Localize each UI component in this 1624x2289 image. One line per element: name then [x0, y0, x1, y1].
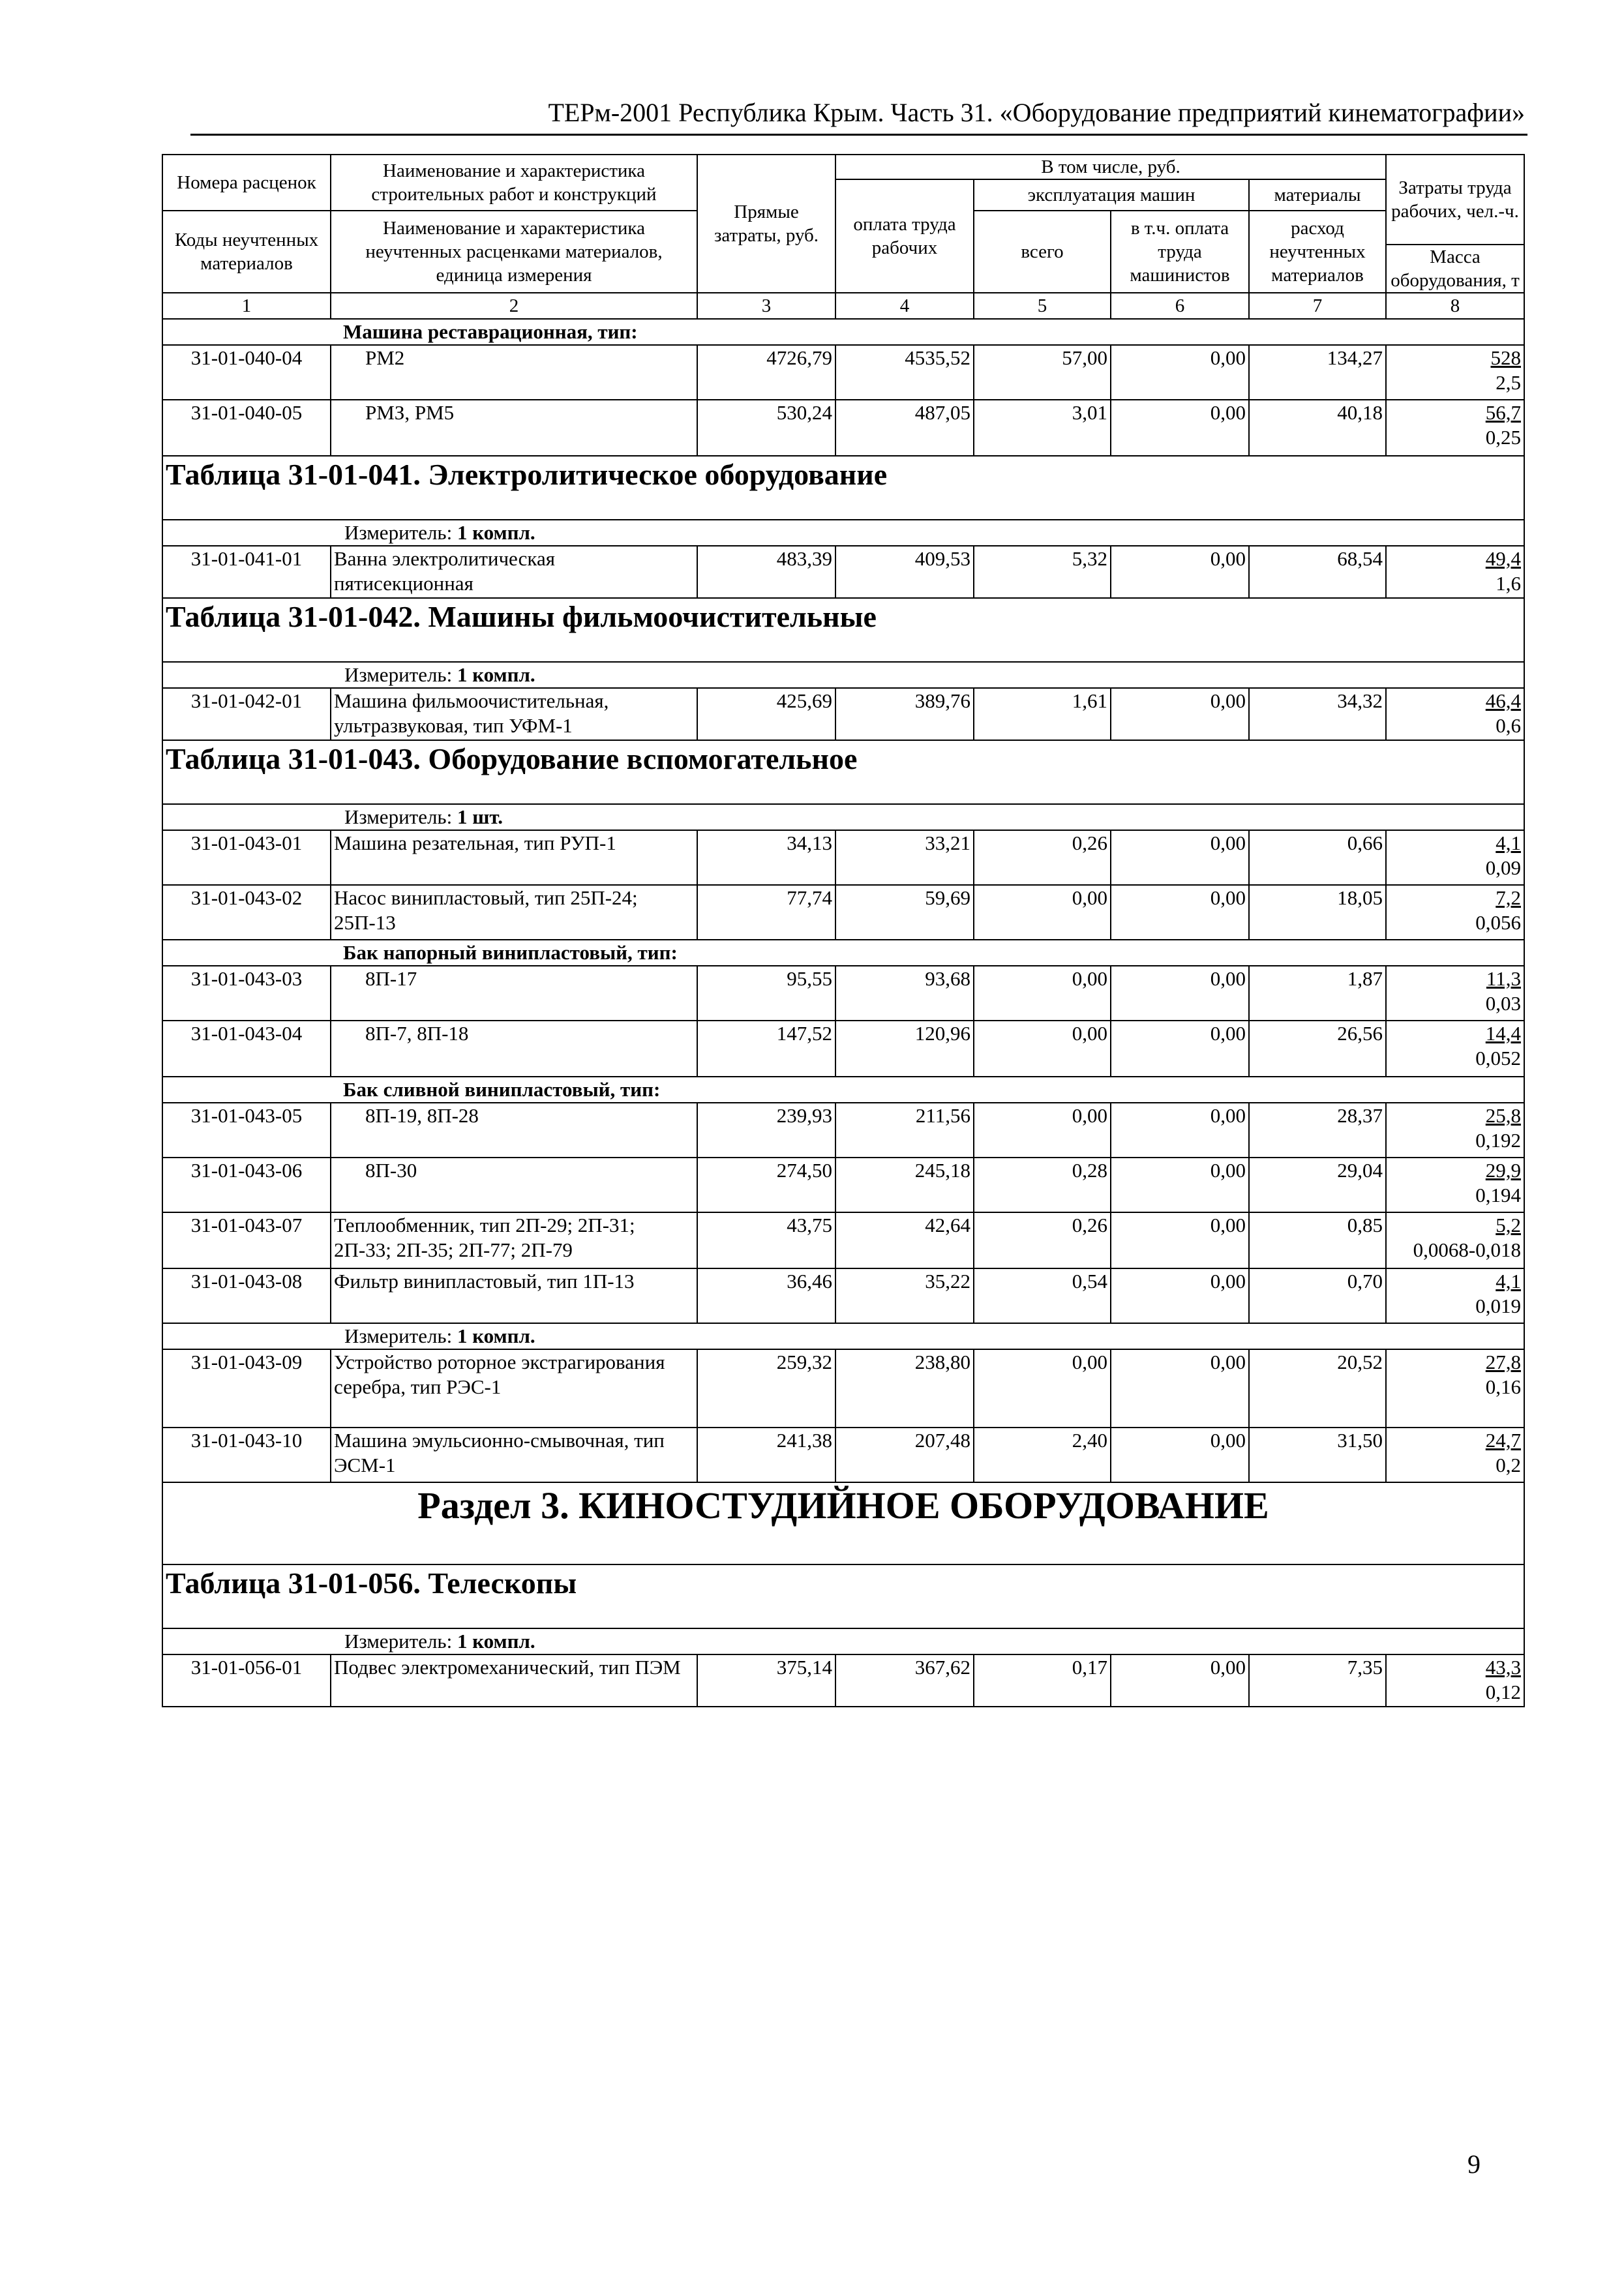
group-title: Бак напорный винипластовый, тип:: [162, 940, 1524, 966]
rate-name: 8П-7, 8П-18: [331, 1021, 697, 1077]
machine-cost: 0,00: [974, 1021, 1111, 1077]
labor-cost: 35,22: [835, 1268, 974, 1323]
table-row: [162, 966, 1524, 1021]
labor-cost: 120,96: [835, 1021, 974, 1077]
machine-cost: 0,00: [974, 966, 1111, 1021]
rate-name: Теплообменник, тип 2П-29; 2П-31; 2П-33; 2П-35; 2П-77; 2П-79: [331, 1212, 697, 1268]
table-row: [162, 1212, 1524, 1268]
machine-cost: 5,32: [974, 546, 1111, 598]
labor-mass-cell: [1386, 966, 1524, 1021]
labor-mass-cell: [1386, 1103, 1524, 1158]
measure-label: Измеритель:: [344, 1630, 453, 1653]
measure-row: [162, 662, 1524, 688]
rate-name: РМЗ, РМ5: [331, 400, 697, 456]
materials-header: материалы: [1249, 179, 1386, 211]
table-row: [162, 688, 1524, 740]
table-title: Таблица 31-01-041. Электролитическое оборудование: [166, 458, 888, 491]
machinist-cost: 0,00: [1111, 830, 1249, 885]
col-8-bottom-header: Масса оборудования, т: [1386, 245, 1524, 293]
group-row: [162, 319, 1524, 345]
machinist-cost: 0,00: [1111, 1212, 1249, 1268]
rate-code: 31-01-056-01: [162, 1654, 331, 1707]
rate-code: 31-01-040-05: [162, 400, 331, 456]
column-number: 5: [974, 293, 1111, 319]
labor-mass-cell: [1386, 830, 1524, 885]
equipment-mass: 0,0068-0,018: [1413, 1238, 1521, 1261]
machine-cost: 1,61: [974, 688, 1111, 740]
machine-cost: 0,00: [974, 1103, 1111, 1158]
labor-mass-cell: [1386, 546, 1524, 598]
machine-cost: 0,28: [974, 1158, 1111, 1212]
labor-hours: 5,2: [1496, 1214, 1521, 1236]
col-2-top-header: Наименование и характеристика строительных работ и конструкций: [331, 155, 697, 211]
measure-value: 1 компл.: [457, 1630, 535, 1653]
column-number: 1: [162, 293, 331, 319]
group-row: [162, 1077, 1524, 1103]
rate-code: 31-01-040-04: [162, 345, 331, 400]
equipment-mass: 1,6: [1496, 572, 1521, 595]
column-number: 8: [1386, 293, 1524, 319]
rate-code: 31-01-043-07: [162, 1212, 331, 1268]
direct-cost: 274,50: [697, 1158, 835, 1212]
rate-code: 31-01-043-03: [162, 966, 331, 1021]
col-1-top-header: Номера расценок: [162, 155, 331, 211]
rate-name: Машина резательная, тип РУП-1: [331, 830, 697, 885]
labor-cost: 367,62: [835, 1654, 974, 1707]
machinist-cost: 0,00: [1111, 345, 1249, 400]
labor-cost: 59,69: [835, 885, 974, 940]
labor-mass-cell: [1386, 1428, 1524, 1482]
rate-name: Подвес электромеханический, тип ПЭМ: [331, 1654, 697, 1707]
labor-mass-cell: [1386, 400, 1524, 456]
machine-cost: 0,26: [974, 1212, 1111, 1268]
col-3-header: Прямые затраты, руб.: [697, 155, 835, 293]
labor-hours: 29,9: [1485, 1159, 1521, 1182]
equipment-mass: 0,16: [1485, 1375, 1521, 1398]
rates-table: [162, 154, 1525, 1707]
direct-cost: 36,46: [697, 1268, 835, 1323]
machine-cost: 3,01: [974, 400, 1111, 456]
labor-hours: 25,8: [1485, 1104, 1521, 1127]
material-cost: 0,85: [1249, 1212, 1386, 1268]
labor-cost: 245,18: [835, 1158, 974, 1212]
rate-code: 31-01-043-02: [162, 885, 331, 940]
labor-hours: 4,1: [1496, 831, 1521, 854]
labor-cost: 238,80: [835, 1349, 974, 1428]
labor-mass-cell: [1386, 1349, 1524, 1428]
labor-hours: 27,8: [1485, 1351, 1521, 1373]
material-cost: 28,37: [1249, 1103, 1386, 1158]
machinist-cost: 0,00: [1111, 1428, 1249, 1482]
col-8-top-header: Затраты труда рабочих, чел.-ч.: [1386, 155, 1524, 245]
column-number: 3: [697, 293, 835, 319]
col-2-bottom-header: Наименование и характеристика неучтенных расценками материалов, единица измерения: [331, 211, 697, 293]
equipment-mass: 0,019: [1475, 1294, 1521, 1317]
material-cost: 0,66: [1249, 830, 1386, 885]
machinist-cost: 0,00: [1111, 1158, 1249, 1212]
equipment-mass: 0,09: [1485, 856, 1521, 879]
labor-hours: 528: [1490, 346, 1521, 369]
table-row: [162, 1158, 1524, 1212]
table-row: [162, 1021, 1524, 1077]
equipment-mass: 0,194: [1475, 1184, 1521, 1206]
material-cost: 40,18: [1249, 400, 1386, 456]
measure-value: 1 компл.: [457, 521, 535, 544]
table-row: [162, 400, 1524, 456]
equipment-mass: 0,12: [1485, 1681, 1521, 1703]
measure-label: Измеритель:: [344, 1324, 453, 1347]
labor-hours: 46,4: [1485, 689, 1521, 712]
labor-cost: 211,56: [835, 1103, 974, 1158]
machinist-cost: 0,00: [1111, 966, 1249, 1021]
table-title: Таблица 31-01-056. Телескопы: [166, 1566, 577, 1600]
labor-mass-cell: [1386, 1158, 1524, 1212]
table-row: [162, 345, 1524, 400]
labor-hours: 24,7: [1485, 1429, 1521, 1452]
table-title: Таблица 31-01-042. Машины фильмоочистительные: [166, 600, 877, 633]
measure-label: Измеритель:: [344, 805, 453, 828]
material-cost: 134,27: [1249, 345, 1386, 400]
measure-label: Измеритель:: [344, 663, 453, 686]
col-5-header: всего: [974, 211, 1111, 293]
column-number: 4: [835, 293, 974, 319]
direct-cost: 241,38: [697, 1428, 835, 1482]
machine-cost: 0,26: [974, 830, 1111, 885]
material-cost: 7,35: [1249, 1654, 1386, 1707]
rate-code: 31-01-041-01: [162, 546, 331, 598]
material-cost: 26,56: [1249, 1021, 1386, 1077]
labor-mass-cell: [1386, 1654, 1524, 1707]
group-title: Машина реставрационная, тип:: [162, 319, 1524, 345]
machine-cost: 0,00: [974, 1349, 1111, 1428]
column-numbers-row: [162, 293, 1524, 319]
equipment-mass: 0,2: [1496, 1454, 1521, 1476]
group-row: [162, 940, 1524, 966]
section-title: Раздел 3. КИНОСТУДИЙНОЕ ОБОРУДОВАНИЕ: [417, 1484, 1269, 1527]
equipment-mass: 0,03: [1485, 992, 1521, 1015]
header-title: ТЕРм-2001 Республика Крым. Часть 31. «Оборудование предприятий кинематографии»: [548, 98, 1525, 127]
labor-hours: 14,4: [1485, 1022, 1521, 1045]
page-header: [190, 97, 1527, 136]
rate-code: 31-01-043-01: [162, 830, 331, 885]
column-number: 2: [331, 293, 697, 319]
machinist-cost: 0,00: [1111, 1103, 1249, 1158]
direct-cost: 239,93: [697, 1103, 835, 1158]
material-cost: 20,52: [1249, 1349, 1386, 1428]
direct-cost: 43,75: [697, 1212, 835, 1268]
machine-cost: 57,00: [974, 345, 1111, 400]
labor-hours: 49,4: [1485, 547, 1521, 570]
direct-cost: 4726,79: [697, 345, 835, 400]
equipment-mass: 0,052: [1475, 1047, 1521, 1070]
rate-code: 31-01-043-04: [162, 1021, 331, 1077]
labor-mass-cell: [1386, 1021, 1524, 1077]
table-row: [162, 885, 1524, 940]
column-number: 6: [1111, 293, 1249, 319]
table-title-row: [162, 1564, 1524, 1628]
measure-row: [162, 804, 1524, 830]
section-title-row: [162, 1482, 1524, 1564]
labor-mass-cell: [1386, 1212, 1524, 1268]
direct-cost: 530,24: [697, 400, 835, 456]
labor-hours: 4,1: [1496, 1270, 1521, 1293]
labor-cost: 409,53: [835, 546, 974, 598]
machinist-cost: 0,00: [1111, 546, 1249, 598]
col-6-header: в т.ч. оплата труда машинистов: [1111, 211, 1249, 293]
labor-mass-cell: [1386, 688, 1524, 740]
measure-row: [162, 1323, 1524, 1349]
group-title: Бак сливной винипластовый, тип:: [162, 1077, 1524, 1103]
column-number: 7: [1249, 293, 1386, 319]
table-row: [162, 830, 1524, 885]
measure-value: 1 компл.: [457, 1324, 535, 1347]
rate-name: 8П-19, 8П-28: [331, 1103, 697, 1158]
labor-hours: 7,2: [1496, 886, 1521, 909]
table-title-row: [162, 598, 1524, 662]
table-title: Таблица 31-01-043. Оборудование вспомогательное: [166, 742, 858, 775]
table-row: [162, 1103, 1524, 1158]
machinist-cost: 0,00: [1111, 1349, 1249, 1428]
equipment-mass: 0,25: [1485, 426, 1521, 449]
direct-cost: 147,52: [697, 1021, 835, 1077]
measure-label: Измеритель:: [344, 521, 453, 544]
rate-name: Фильтр винипластовый, тип 1П-13: [331, 1268, 697, 1323]
labor-cost: 487,05: [835, 400, 974, 456]
rate-name: Машина фильмоочистительная, ультразвуковая, тип УФМ-1: [331, 688, 697, 740]
equipment-mass: 0,056: [1475, 911, 1521, 934]
material-cost: 0,70: [1249, 1268, 1386, 1323]
material-cost: 31,50: [1249, 1428, 1386, 1482]
direct-cost: 259,32: [697, 1349, 835, 1428]
machinist-cost: 0,00: [1111, 885, 1249, 940]
rate-name: 8П-30: [331, 1158, 697, 1212]
included-header: В том числе, руб.: [835, 155, 1386, 179]
measure-value: 1 шт.: [457, 805, 504, 828]
material-cost: 18,05: [1249, 885, 1386, 940]
rate-code: 31-01-043-06: [162, 1158, 331, 1212]
rate-name: Ванна электролитическая пятисекционная: [331, 546, 697, 598]
machinist-cost: 0,00: [1111, 1268, 1249, 1323]
machinist-cost: 0,00: [1111, 400, 1249, 456]
table-row: [162, 1428, 1524, 1482]
direct-cost: 483,39: [697, 546, 835, 598]
direct-cost: 95,55: [697, 966, 835, 1021]
material-cost: 34,32: [1249, 688, 1386, 740]
machine-cost: 0,54: [974, 1268, 1111, 1323]
machines-header: эксплуатация машин: [974, 179, 1249, 211]
rate-code: 31-01-043-09: [162, 1349, 331, 1428]
material-cost: 29,04: [1249, 1158, 1386, 1212]
rate-code: 31-01-043-05: [162, 1103, 331, 1158]
rate-code: 31-01-043-08: [162, 1268, 331, 1323]
measure-value: 1 компл.: [457, 663, 535, 686]
table-title-row: [162, 456, 1524, 520]
rate-name: Устройство роторное экстрагирования серебра, тип РЭС-1: [331, 1349, 697, 1428]
direct-cost: 375,14: [697, 1654, 835, 1707]
table-row: [162, 1349, 1524, 1428]
measure-row: [162, 1628, 1524, 1654]
table-row: [162, 1654, 1524, 1707]
rate-code: 31-01-042-01: [162, 688, 331, 740]
machinist-cost: 0,00: [1111, 1654, 1249, 1707]
labor-hours: 56,7: [1485, 401, 1521, 424]
labor-cost: 4535,52: [835, 345, 974, 400]
equipment-mass: 0,6: [1496, 714, 1521, 737]
labor-cost: 207,48: [835, 1428, 974, 1482]
measure-row: [162, 520, 1524, 546]
col-7-header: расход неучтенных материалов: [1249, 211, 1386, 293]
direct-cost: 34,13: [697, 830, 835, 885]
material-cost: 1,87: [1249, 966, 1386, 1021]
equipment-mass: 0,192: [1475, 1129, 1521, 1152]
machine-cost: 0,00: [974, 885, 1111, 940]
material-cost: 68,54: [1249, 546, 1386, 598]
labor-cost: 42,64: [835, 1212, 974, 1268]
table-row: [162, 546, 1524, 598]
labor-mass-cell: [1386, 885, 1524, 940]
labor-hours: 43,3: [1485, 1656, 1521, 1679]
rate-code: 31-01-043-10: [162, 1428, 331, 1482]
col-1-bottom-header: Коды неучтенных материалов: [162, 211, 331, 293]
labor-cost: 93,68: [835, 966, 974, 1021]
labor-mass-cell: [1386, 1268, 1524, 1323]
labor-mass-cell: [1386, 345, 1524, 400]
table-title-row: [162, 740, 1524, 804]
machine-cost: 0,17: [974, 1654, 1111, 1707]
equipment-mass: 2,5: [1496, 371, 1521, 394]
table-row: [162, 1268, 1524, 1323]
machinist-cost: 0,00: [1111, 688, 1249, 740]
machine-cost: 2,40: [974, 1428, 1111, 1482]
rate-name: Машина эмульсионно-смывочная, тип ЭСМ-1: [331, 1428, 697, 1482]
direct-cost: 425,69: [697, 688, 835, 740]
rate-name: Насос винипластовый, тип 25П-24; 25П-13: [331, 885, 697, 940]
direct-cost: 77,74: [697, 885, 835, 940]
machinist-cost: 0,00: [1111, 1021, 1249, 1077]
col-4-header: оплата труда рабочих: [835, 179, 974, 293]
labor-cost: 33,21: [835, 830, 974, 885]
labor-cost: 389,76: [835, 688, 974, 740]
rate-name: 8П-17: [331, 966, 697, 1021]
page-number: 9: [1467, 2149, 1481, 2179]
labor-hours: 11,3: [1486, 967, 1521, 990]
rate-name: РМ2: [331, 345, 697, 400]
